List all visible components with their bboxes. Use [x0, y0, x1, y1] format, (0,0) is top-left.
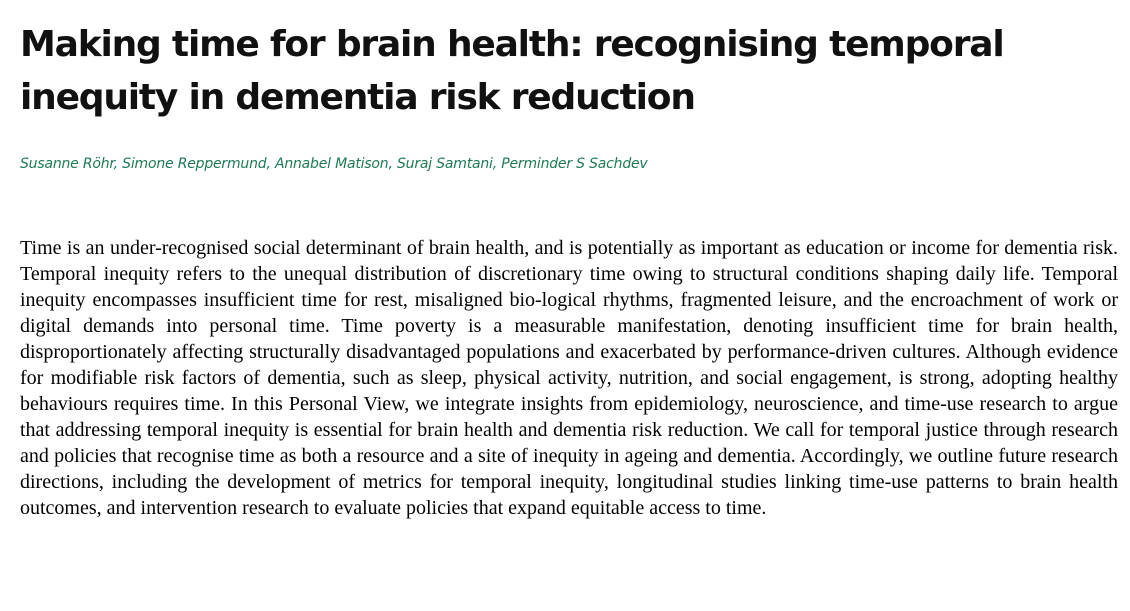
- article-title: Making time for brain health: recognising temporal inequity in dementia risk reduction: [20, 24, 1004, 118]
- author-list: Susanne Röhr, Simone Reppermund, Annabel Matison, Suraj Samtani, Perminder S Sachdev: [20, 156, 648, 172]
- abstract-text: Time is an under-recognised social determinant of brain health, and is potentially as important as education or income for dementia risk. Temporal inequity refers to the unequal distribution of discretionary time owing to structural conditions shaping daily life. Temporal inequity encompasses insufficient time for rest, misaligned bio-logical rhythms, fragmented leisure, and the encroachment of work or digital demands into personal time. Time poverty is a measurable manifestation, denoting insufficient time for brain health, disproportionately affecting structurally disadvantaged populations and exacerbated by performance-driven cultures. Although evidence for modifiable risk factors of dementia, such as sleep, physical activity, nutrition, and social engagement, is strong, adopting healthy behaviours requires time. In this Personal View, we integrate insights from epidemiology, neuroscience, and time-use research to argue that addressing temporal inequity is essential for brain health and dementia risk reduction. We call for temporal justice through research and policies that recognise time as both a resource and a site of inequity in ageing and dementia. Accordingly, we outline future research directions, including the development of metrics for temporal inequity, longitudinal studies linking time-use patterns to brain health outcomes, and intervention research to evaluate policies that expand equitable access to time.: [20, 237, 1118, 519]
